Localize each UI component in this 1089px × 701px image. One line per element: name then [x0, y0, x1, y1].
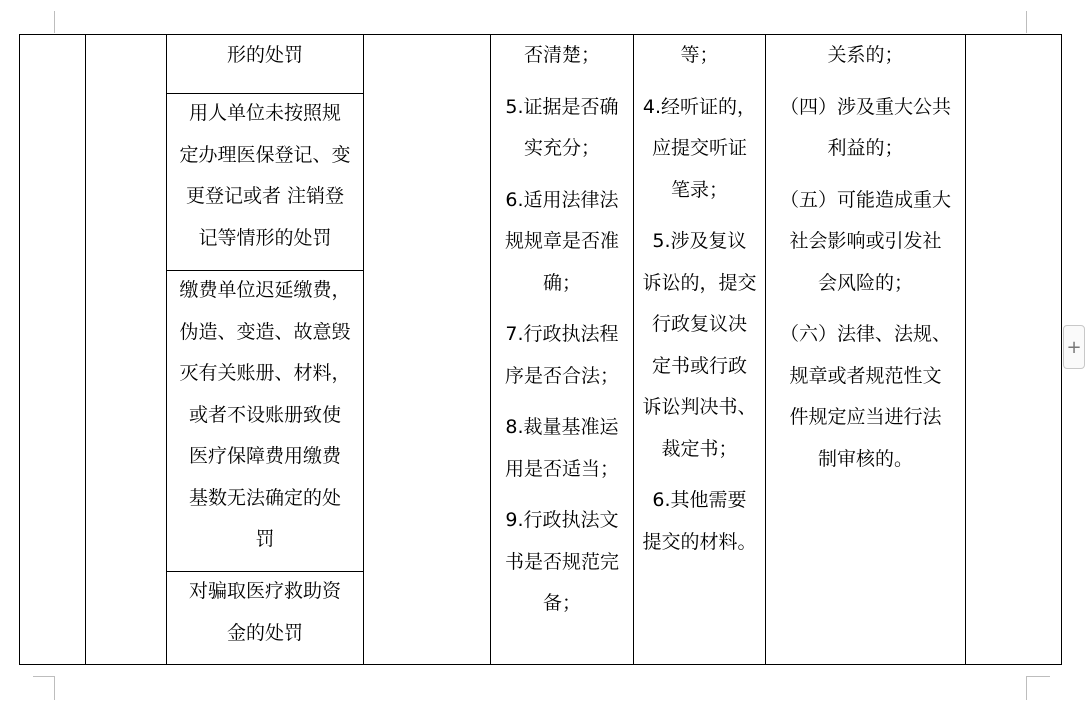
- page-corner-mark-top-right: [1026, 11, 1027, 33]
- cell-text-line: 利益的；: [827, 137, 904, 159]
- cell-text-line: 更登记或者 注销登: [185, 185, 345, 207]
- cell-text-line: 用是否适当；: [504, 457, 619, 480]
- cell-text-line: 基数无法确定的处: [188, 486, 341, 509]
- page-corner-mark-bottom-left-v: [54, 676, 55, 700]
- cell-text-line: 对骗取医疗救助资: [188, 580, 341, 602]
- cell-text-line: 6.其他需要: [652, 489, 747, 511]
- cell-text-line: 社会影响或引发社: [789, 230, 942, 252]
- review-item: [505, 180, 619, 305]
- page-corner-mark-top-left: [54, 11, 55, 33]
- cell-text-line: （四）涉及重大公共: [779, 95, 951, 118]
- cell-text-line: 行政复议决: [651, 313, 747, 335]
- cell-text-line: 5.涉及复议: [652, 230, 747, 252]
- column-divider: [85, 35, 86, 664]
- cell-text-line: 等；: [680, 44, 719, 66]
- condition-item: [780, 314, 951, 480]
- cell-text-line: 否清楚；: [523, 44, 600, 66]
- plus-icon: +: [1066, 336, 1082, 358]
- cell-text-line: 裁定书；: [661, 437, 738, 460]
- cell-text-line: 规规章是否准: [504, 230, 619, 252]
- cell-text-line: 备；: [542, 592, 581, 614]
- review-condition-cell: [766, 35, 965, 490]
- review-item: [505, 314, 619, 397]
- document-table: [19, 34, 1062, 665]
- column-divider: [965, 35, 966, 664]
- condition-item: [780, 180, 951, 305]
- cell-text-line: 伪造、变造、故意毁: [179, 320, 351, 343]
- cell-text-line: 确；: [542, 271, 581, 294]
- cell-text-line: 笔录；: [670, 178, 728, 201]
- column-divider: [363, 35, 364, 664]
- cell-text-line: 9.行政执法文: [505, 509, 619, 531]
- cell-text-line: 8.裁量基准运: [505, 416, 619, 438]
- cell-text-line: 会风险的；: [817, 271, 913, 294]
- cell-text-line: 形的处罚: [226, 44, 303, 66]
- cell-text-line: 6.适用法律法: [505, 188, 619, 211]
- add-row-button[interactable]: [1063, 325, 1085, 369]
- material-item: [680, 35, 718, 77]
- material-item: [642, 480, 756, 563]
- cell-text-line: 定办理医保登记、变: [179, 143, 351, 166]
- cell-text-line: 诉讼的，提交: [642, 271, 757, 294]
- cell-text-line: 医疗保障费用缴费: [188, 445, 341, 467]
- cell-text-line: 缴费单位迟延缴费，: [179, 279, 351, 301]
- cell-text-line: 记等情形的处罚: [198, 226, 332, 249]
- review-item: [505, 87, 618, 170]
- page-corner-mark-bottom-right-v: [1026, 676, 1027, 700]
- condition-item: [780, 87, 951, 170]
- page-corner-mark-bottom-right-h: [1026, 676, 1050, 677]
- cell-text-line: 序是否合法；: [504, 364, 619, 387]
- cell-text-line: （六）法律、法规、: [779, 323, 951, 345]
- review-item: [505, 407, 619, 490]
- cell-text-line: 罚: [255, 528, 275, 550]
- cell-text-line: 7.行政执法程: [505, 323, 619, 345]
- cell-text-line: 提交的材料。: [642, 530, 757, 553]
- review-item: [505, 500, 619, 625]
- cell-text-line: 4.经听证的，: [642, 95, 757, 118]
- review-item: [524, 35, 600, 77]
- cell-text-line: 5.证据是否确: [505, 95, 619, 118]
- penalty-item-cell: [167, 571, 363, 654]
- cell-text-line: 关系的；: [827, 44, 904, 66]
- material-item: [643, 87, 756, 212]
- review-content-cell: [491, 35, 633, 635]
- cell-text-line: （五）可能造成重大: [779, 188, 951, 211]
- material-item: [642, 221, 756, 470]
- page-corner-mark-bottom-left-h: [33, 676, 55, 677]
- cell-text-line: 应提交听证: [651, 137, 747, 159]
- cell-text-line: 规章或者规范性文: [789, 364, 942, 387]
- cell-text-line: 金的处罚: [226, 621, 303, 644]
- cell-text-line: 用人单位未按照规: [188, 102, 341, 124]
- cell-text-line: 诉讼判决书、: [642, 396, 757, 418]
- cell-text-line: 实充分；: [523, 137, 600, 159]
- submission-materials-cell: [634, 35, 765, 573]
- cell-text-line: 书是否规范完: [504, 550, 619, 573]
- cell-text-line: 定书或行政: [651, 354, 747, 377]
- condition-item: [827, 35, 903, 77]
- cell-text-line: 灭有关账册、材料，: [179, 362, 351, 384]
- penalty-item-cell: [167, 35, 363, 77]
- cell-text-line: 制审核的。: [817, 447, 913, 470]
- cell-text-line: 或者不设账册致使: [188, 403, 341, 426]
- penalty-item-cell: [167, 270, 363, 561]
- cell-text-line: 件规定应当进行法: [789, 406, 942, 428]
- penalty-item-cell: [167, 93, 363, 259]
